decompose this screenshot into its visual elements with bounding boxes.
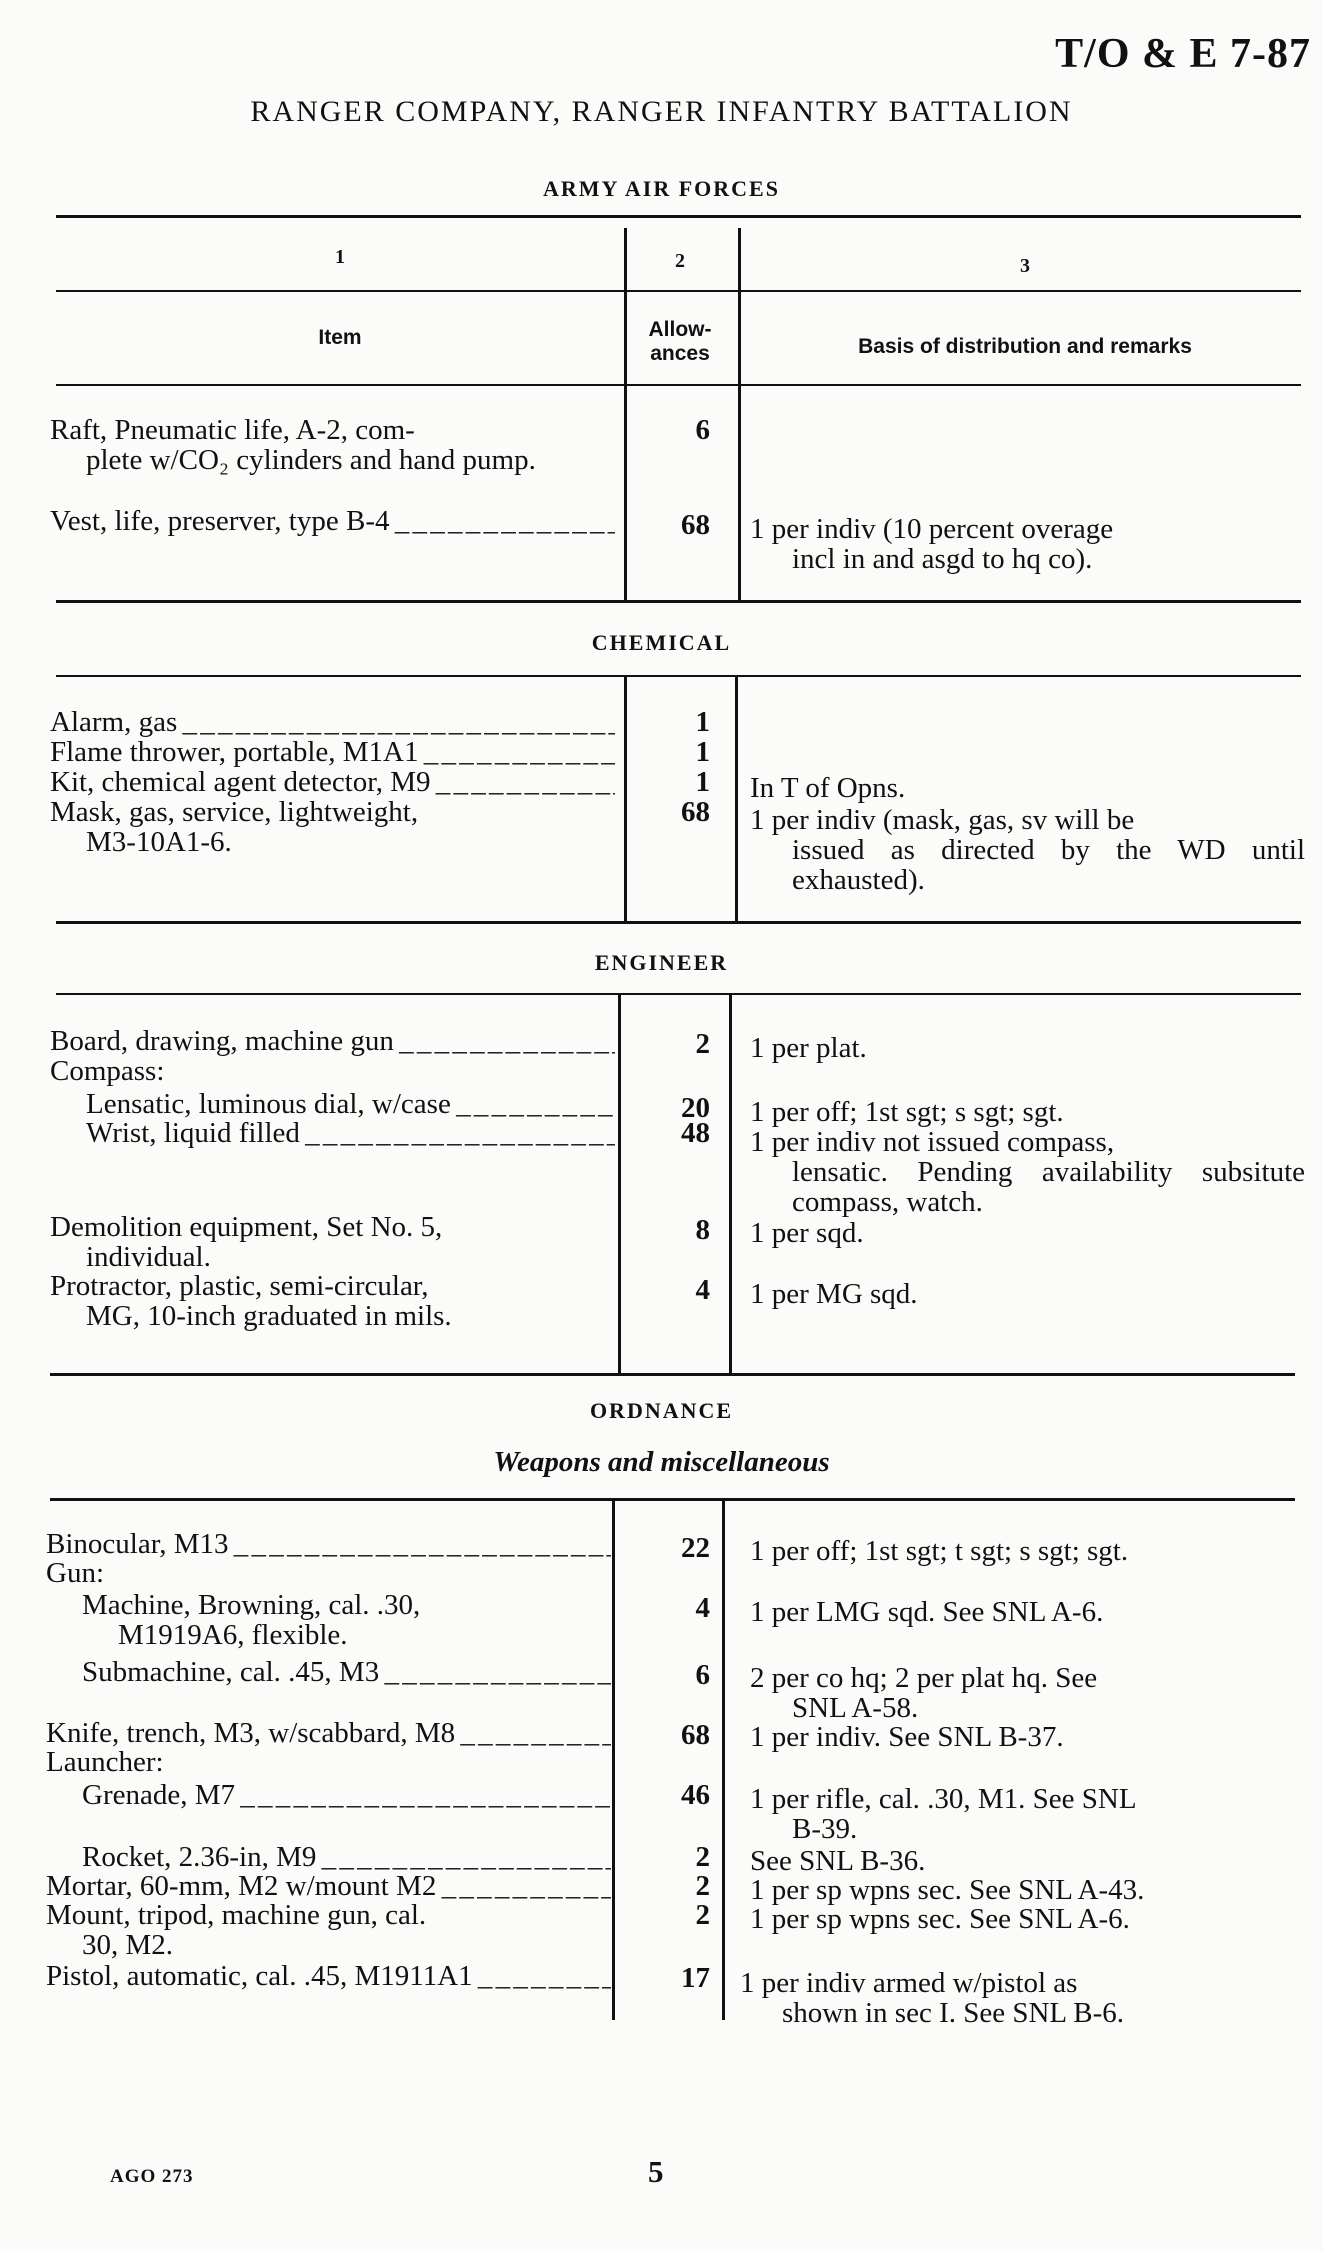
allowance-value: 4 bbox=[695, 1592, 710, 1624]
remark-text: 1 per indiv. See SNL B-37. bbox=[750, 1721, 1064, 1753]
document-number: T/O & E 7-87 bbox=[1055, 31, 1311, 77]
allowance-value: 8 bbox=[695, 1214, 710, 1246]
column-rule bbox=[624, 228, 627, 600]
divider bbox=[56, 993, 1301, 995]
column-number-2: 2 bbox=[675, 250, 685, 272]
table-row-item: Pistol, automatic, cal. .45, M1911A1 _ _ _ bbox=[46, 1961, 611, 1991]
remark-text: 1 per indiv (10 percent overage incl in and asgd to hq co). bbox=[750, 513, 1114, 575]
divider bbox=[50, 1498, 1295, 1501]
allowance-value: 6 bbox=[695, 1659, 710, 1691]
table-row-item: Board, drawing, machine gun _ _ _ bbox=[50, 1026, 615, 1056]
section-title-engineer: ENGINEER bbox=[594, 950, 729, 975]
allowance-value: 6 bbox=[695, 414, 710, 446]
allowance-value: 2 bbox=[695, 1028, 710, 1060]
divider bbox=[56, 290, 1301, 292]
table-row-item: Mount, tripod, machine gun, cal. 30, M2. bbox=[46, 1899, 427, 1961]
table-row-item: Alarm, gas _ _ _ bbox=[50, 707, 615, 737]
remark-text: 1 per off; 1st sgt; s sgt; sgt. bbox=[750, 1096, 1064, 1128]
remark-text: 1 per sqd. bbox=[750, 1217, 864, 1249]
remark-text: 1 per sp wpns sec. See SNL A-6. bbox=[750, 1903, 1130, 1935]
table-row-item: Wrist, liquid filled _ _ _ bbox=[86, 1118, 615, 1148]
column-rule bbox=[624, 677, 627, 921]
table-row-item: Lensatic, luminous dial, w/case _ _ _ bbox=[86, 1089, 615, 1119]
allowance-value: 4 bbox=[695, 1274, 710, 1306]
column-header-allowances: Allow- ances bbox=[648, 318, 712, 365]
column-number-3: 3 bbox=[1020, 255, 1030, 277]
table-row-item: Binocular, M13 _ _ _ bbox=[46, 1529, 611, 1559]
divider bbox=[50, 1373, 1295, 1376]
column-rule bbox=[618, 995, 621, 1373]
remark-text: 1 per MG sqd. bbox=[750, 1278, 918, 1310]
allowance-value: 1 bbox=[695, 736, 710, 768]
table-row-item: Grenade, M7 _ _ _ bbox=[82, 1780, 611, 1810]
allowance-value: 2 bbox=[695, 1899, 710, 1931]
table-row-item: Launcher: bbox=[46, 1746, 164, 1778]
allowance-value: 2 bbox=[695, 1841, 710, 1873]
column-header-item: Item bbox=[318, 326, 362, 349]
remark-text: 1 per indiv armed w/pistol as shown in sec I. See SNL B-6. bbox=[740, 1967, 1125, 2029]
table-row-item: Demolition equipment, Set No. 5, individual. bbox=[50, 1211, 443, 1273]
table-row-item: Knife, trench, M3, w/scabbard, M8 _ _ _ bbox=[46, 1718, 611, 1748]
table-row-item: Raft, Pneumatic life, A-2, com- plete w/CO₂ cylinders and hand pump. bbox=[50, 414, 536, 476]
table-row-item: Flame thrower, portable, M1A1 _ _ _ bbox=[50, 737, 615, 767]
allowance-value: 1 bbox=[695, 766, 710, 798]
table-row-item: Mask, gas, service, lightweight, M3-10A1-6. bbox=[50, 796, 419, 858]
column-header-remarks: Basis of distribution and remarks bbox=[858, 335, 1192, 358]
allowance-value: 46 bbox=[681, 1779, 710, 1811]
section-title-chemical: CHEMICAL bbox=[591, 630, 732, 655]
divider bbox=[56, 600, 1301, 603]
form-code: AGO 273 bbox=[110, 2166, 194, 2187]
divider bbox=[56, 215, 1301, 218]
subsection-title: Weapons and miscellaneous bbox=[493, 1446, 830, 1478]
divider bbox=[56, 675, 1301, 677]
section-title-army-air-forces: ARMY AIR FORCES bbox=[543, 176, 780, 201]
remark-text: 1 per indiv not issued compass, lensatic. Pending availability subsitute compass, watch. bbox=[750, 1126, 1305, 1218]
remark-text: In T of Opns. bbox=[750, 772, 906, 804]
remark-text: 1 per indiv (mask, gas, sv will be issued as directed by the WD until exhausted). bbox=[750, 804, 1305, 896]
allowance-value: 17 bbox=[681, 1962, 710, 1994]
page-number: 5 bbox=[648, 2154, 664, 2189]
table-row-item: Rocket, 2.36-in, M9 _ _ _ bbox=[82, 1842, 611, 1872]
allowance-value: 68 bbox=[681, 796, 710, 828]
table-row-item: Vest, life, preserver, type B-4 _ _ _ bbox=[50, 506, 615, 536]
table-row-item: Gun: bbox=[46, 1557, 104, 1589]
page-title: RANGER COMPANY, RANGER INFANTRY BATTALION bbox=[250, 95, 1073, 128]
column-rule bbox=[729, 995, 732, 1373]
allowance-value: 68 bbox=[681, 509, 710, 541]
section-title-ordnance: ORDNANCE bbox=[589, 1398, 734, 1423]
column-rule bbox=[738, 228, 741, 600]
divider bbox=[56, 384, 1301, 386]
allowance-value: 68 bbox=[681, 1719, 710, 1751]
column-rule bbox=[612, 1500, 615, 2020]
remark-text: 1 per rifle, cal. .30, M1. See SNL B-39. bbox=[750, 1783, 1137, 1845]
table-row-item: Compass: bbox=[50, 1055, 165, 1087]
remark-text: 1 per sp wpns sec. See SNL A-43. bbox=[750, 1874, 1145, 1906]
table-row-item: Mortar, 60-mm, M2 w/mount M2 _ _ _ bbox=[46, 1871, 611, 1901]
remark-text: See SNL B-36. bbox=[750, 1845, 926, 1877]
column-number-1: 1 bbox=[335, 246, 345, 268]
remark-text: 1 per plat. bbox=[750, 1032, 867, 1064]
allowance-value: 22 bbox=[681, 1532, 710, 1564]
table-row-item: Submachine, cal. .45, M3 _ _ _ bbox=[82, 1657, 611, 1687]
allowance-value: 48 bbox=[681, 1117, 710, 1149]
table-row-item: Machine, Browning, cal. .30, M1919A6, flexible. bbox=[82, 1589, 421, 1651]
allowance-value: 1 bbox=[695, 706, 710, 738]
remark-text: 1 per off; 1st sgt; t sgt; s sgt; sgt. bbox=[750, 1535, 1129, 1567]
remark-text: 2 per co hq; 2 per plat hq. See SNL A-58. bbox=[750, 1662, 1098, 1724]
column-rule bbox=[735, 677, 738, 921]
table-row-item: Kit, chemical agent detector, M9 _ _ _ bbox=[50, 767, 615, 797]
allowance-value: 2 bbox=[695, 1870, 710, 1902]
divider bbox=[56, 921, 1301, 924]
column-rule bbox=[722, 1500, 725, 2020]
remark-text: 1 per LMG sqd. See SNL A-6. bbox=[750, 1596, 1104, 1628]
allowance-value: 20 bbox=[681, 1092, 710, 1124]
table-row-item: Protractor, plastic, semi-circular, MG, 10-inch graduated in mils. bbox=[50, 1270, 452, 1332]
